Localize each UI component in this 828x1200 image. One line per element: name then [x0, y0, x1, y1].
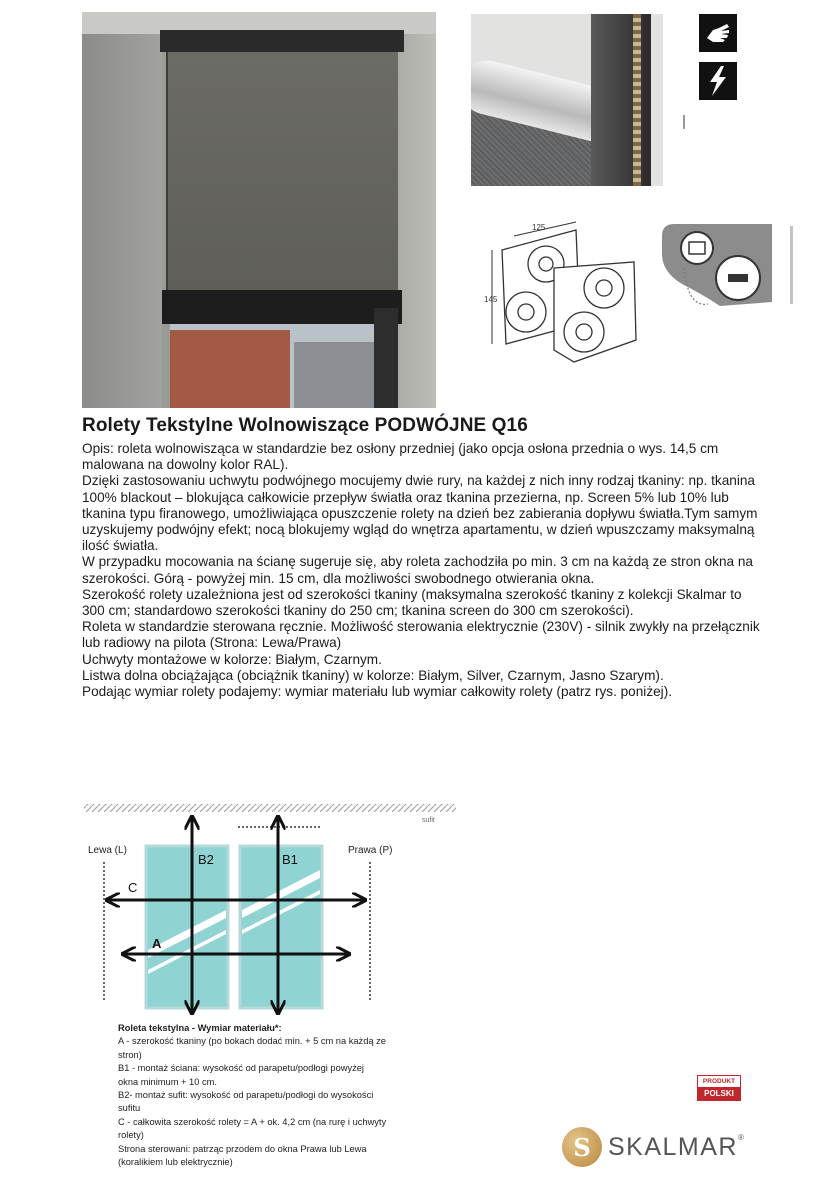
notes-line: C - całkowita szerokość rolety = A + ok. 4,2 cm (na rurę i uchwyty — [118, 1116, 387, 1127]
hand-icon — [699, 14, 737, 52]
logo-mark: S — [562, 1127, 602, 1167]
badge-top-text: PRODUKT — [702, 1078, 736, 1085]
notes-line: okna minimum + 10 cm. — [118, 1076, 217, 1087]
product-photo-main — [82, 12, 436, 408]
b2-label: B2 — [198, 852, 214, 867]
a-label: A — [152, 936, 162, 951]
notes-title: Roleta tekstylna - Wymiar materiału*: — [118, 1023, 282, 1033]
badge-bottom-text: POLSKI — [698, 1087, 740, 1101]
bracket-width-label: 125 — [532, 223, 546, 232]
c-label: C — [128, 880, 138, 895]
skalmar-logo — [562, 1126, 745, 1168]
desc-paragraph: Szerokość rolety uzależniona jest od szerokości tkaniny (maksymalna szerokość tkaniny z kolekcji Skalmar to 300 cm; standardowo szerokości tkaniny do 250 cm; tkanina screen do 300 cm szerokości). — [82, 586, 742, 619]
roller-closeup-photo — [471, 14, 663, 186]
page-title: Rolety Tekstylne Wolnowiszące PODWÓJNE Q16 — [82, 415, 528, 436]
lightning-icon — [699, 62, 737, 100]
right-side-label: Prawa (P) — [348, 845, 393, 856]
left-side-label: Lewa (L) — [88, 845, 127, 856]
produkt-polski-badge — [697, 1075, 741, 1101]
notes-line: Strona sterowani: patrząc przodem do okna Prawa lub Lewa — [118, 1143, 367, 1154]
measurement-notes — [118, 1022, 418, 1169]
desc-paragraph: Podając wymiar rolety podajemy: wymiar materiału lub wymiar całkowity rolety (patrz rys. poniżej). — [82, 684, 673, 700]
notes-line: B1 - montaż ściana: wysokość od parapetu/podłogi powyżej — [118, 1063, 364, 1074]
desc-paragraph: W przypadku mocowania na ścianę sugeruje się, aby roleta zachodziła po min. 3 cm na każdą ze stron okna na szerokości. Górą - powyżej min. 15 cm, dla możliwości swobodnego otwierania okna. — [82, 554, 753, 586]
bracket-height-label: 145 — [484, 295, 498, 304]
logo-name: SKALMAR — [608, 1132, 738, 1161]
divider-mark — [683, 115, 685, 129]
ceiling-hatch — [84, 804, 456, 812]
notes-line: stron) — [118, 1049, 142, 1060]
logo-text — [608, 1133, 745, 1162]
product-description — [82, 441, 762, 700]
desc-paragraph: Listwa dolna obciążająca (obciążnik tkaniny) w kolorze: Białym, Silver, Czarnym, Jasno Szarym). — [82, 667, 664, 683]
grey-bracket-render — [662, 224, 772, 310]
logo-registered: ® — [737, 1132, 746, 1142]
desc-paragraph: Dzięki zastosowaniu uchwytu podwójnego mocujemy dwie rury, na każdej z nich inny rodzaj tkaniny: np. tkanina 100% blackout – blokująca całkowicie przepływ światła oraz tkanina przezierna, np. Screen 5% lub 10% lub tkanina typu firanowego, umożliwiająca opuszczenie rolety na dzień bez zabierania dopływu światła.Tym samym uzyskujemy podwójny efekt; nocą blokujemy wgląd do wnętrza apartamentu, w dzień wpuszczamy maksymalną ilość światła. — [82, 473, 758, 554]
measurement-diagram — [80, 800, 470, 1020]
ceiling-label: sufit — [422, 817, 435, 824]
notes-line: rolety) — [118, 1130, 144, 1141]
notes-line: (koralikiem lub elektrycznie) — [118, 1157, 233, 1168]
double-bracket-diagram — [484, 220, 644, 380]
desc-paragraph: Roleta w standardzie sterowana ręcznie. Możliwość sterowania elektrycznie (230V) - silnik zwykły na przełącznik lub radiowy na pilota (Strona: Lewa/Prawa) — [82, 619, 760, 651]
notes-line: A - szerokość tkaniny (po bokach dodać min. + 5 cm na każdą ze — [118, 1036, 386, 1047]
b1-label: B1 — [282, 852, 298, 867]
edge-line — [790, 226, 793, 304]
notes-line: sufitu — [118, 1103, 141, 1114]
desc-paragraph: Opis: roleta wolnowisząca w standardzie bez osłony przedniej (jako opcja osłona przednia o wys. 14,5 cm malowana na dowolny kolor RAL). — [82, 441, 719, 473]
notes-line: B2- montaż sufit: wysokość od parapetu/podłogi do wysokości — [118, 1090, 374, 1101]
desc-paragraph: Uchwyty montażowe w kolorze: Białym, Czarnym. — [82, 651, 382, 667]
